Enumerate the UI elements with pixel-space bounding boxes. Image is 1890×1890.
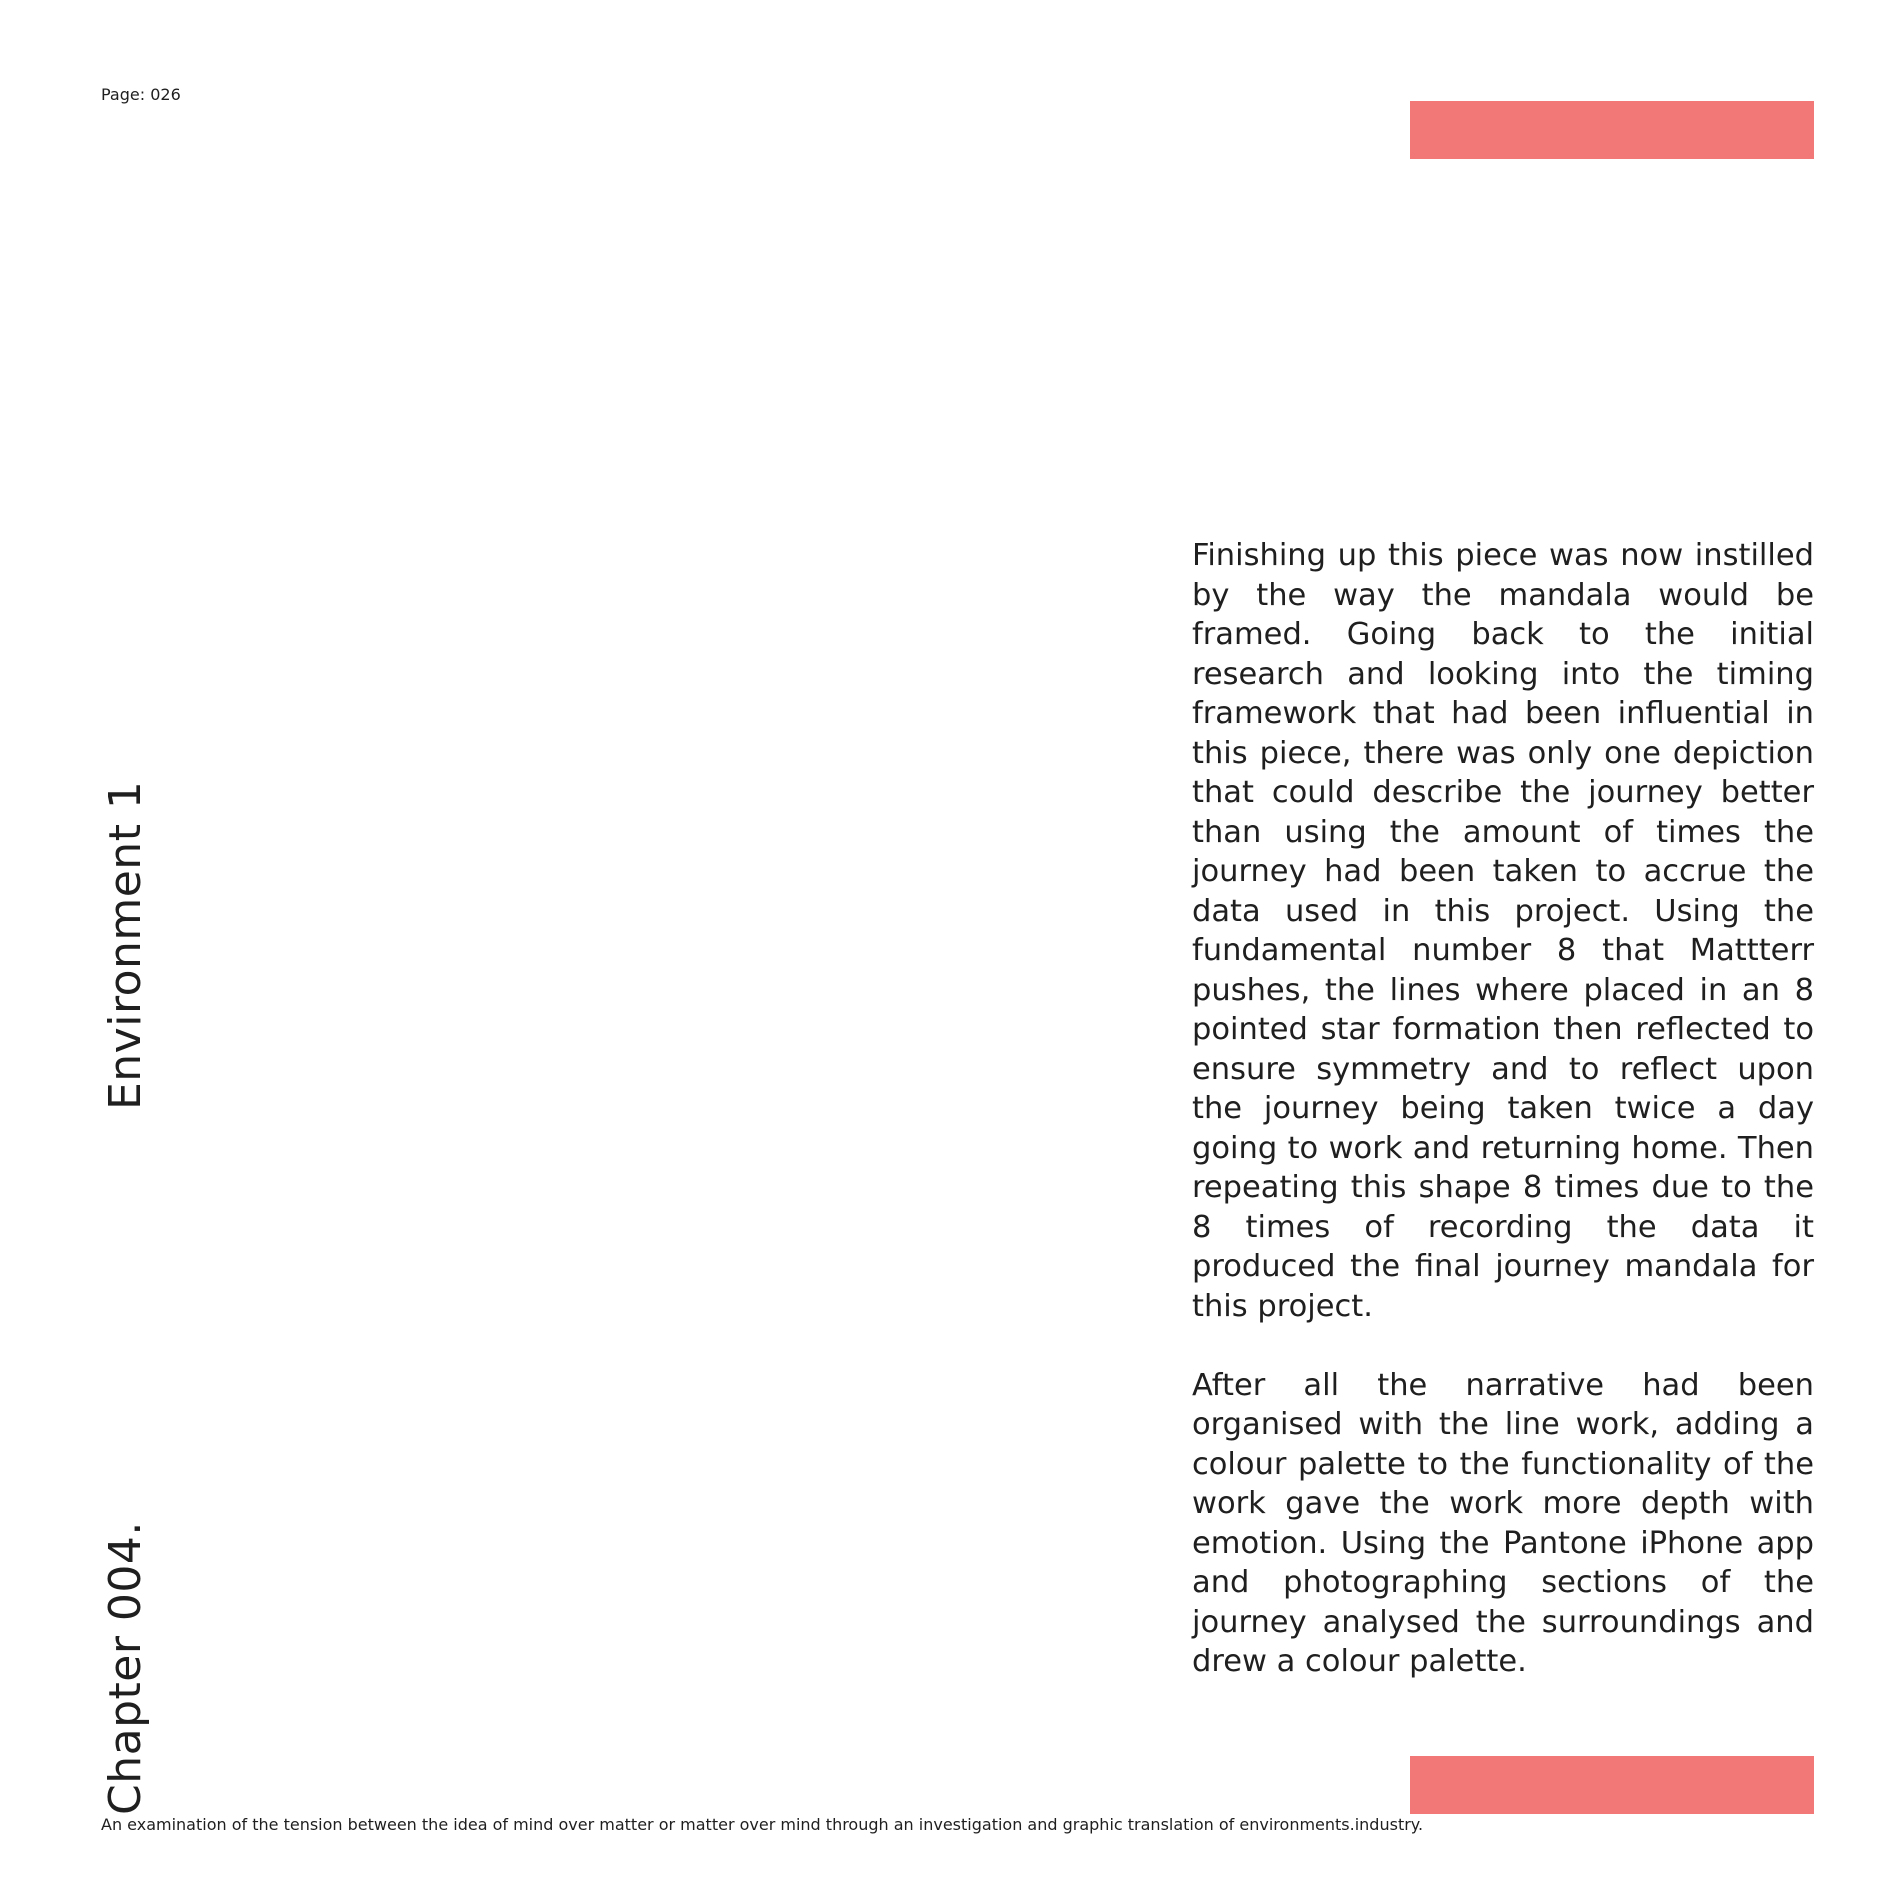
page-number: Page: 026: [101, 85, 181, 104]
accent-bar-top: [1410, 101, 1814, 159]
body-paragraph: After all the narrative had been organised with the line work, adding a colour palette to the functionality of the work gave the work more depth with emotion. Using the Pantone iPhone app and photographing sections of the journey analysed the surroundings and drew a colour palette.: [1192, 1367, 1814, 1679]
chapter-title: Chapter 004.: [100, 1521, 151, 1815]
accent-bar-bottom: [1410, 1756, 1814, 1814]
body-paragraph: Finishing up this piece was now instilled by the way the mandala would be framed. Going back to the initial research and looking into the timing framework that had been influential in this piece, there was only one depiction that could describe the journey better than using the amount of times the journey had been taken to accrue the data used in this project. Using the fundamental number 8 that Mattterr pushes, the lines where placed in an 8 pointed star formation then reflected to ensure symmetry and to reflect upon the journey being taken twice a day going to work and returning home. Then repeating this shape 8 times due to the 8 times of recording the data it produced the final journey mandala for this project.: [1192, 538, 1814, 1324]
body-text: [1192, 536, 1814, 1682]
footer-caption: An examination of the tension between the idea of mind over matter or matter over mind through an investigation and graphic translation of environments.industry.: [101, 1815, 1424, 1834]
section-title: Environment 1: [100, 780, 151, 1110]
